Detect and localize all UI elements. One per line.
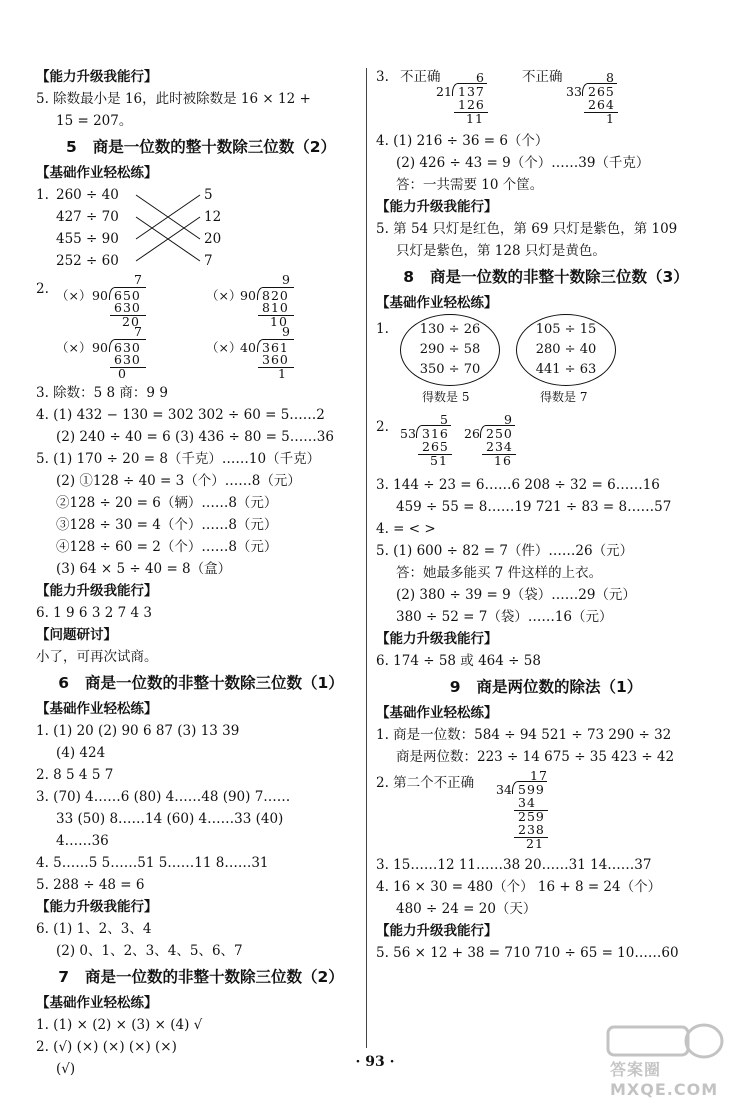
answer-line: 5. 288 ÷ 48 = 6 [36, 877, 145, 893]
question-number: 1. [376, 321, 389, 337]
match-right-list [204, 184, 221, 272]
answer-line: 4. (1) 216 ÷ 36 = 6（个） [376, 133, 549, 149]
quotient: 6 [476, 70, 484, 85]
check-mark: （×） [56, 288, 92, 303]
answer-line: 只灯是紫色，第 128 只灯是黄色。 [396, 243, 606, 259]
quotient: 9 [504, 412, 512, 427]
quotient: 17 [530, 768, 548, 783]
answer-line: 3. (70) 4……6 (80) 4……48 (90) 7…… [36, 789, 291, 805]
divisor: 26 [464, 426, 480, 441]
matching-exercise [36, 184, 366, 272]
answer-line: 2. 第二个不正确 [376, 775, 475, 791]
oval-item: 130 ÷ 26 [419, 322, 481, 337]
answer-line: (2) 380 ÷ 39 = 9（袋）……29（元） [396, 587, 636, 603]
answer-line: 答：一共需要 10 个筐。 [396, 177, 544, 193]
divisor: 21 [436, 84, 452, 99]
divisor: 34 [496, 782, 512, 797]
answer-line: 1. (1) × (2) × (3) × (4) √ [36, 1017, 203, 1033]
quotient: 5 [440, 412, 448, 427]
oval-group-7 [516, 314, 616, 386]
match-left-list [56, 184, 136, 272]
answer-line: 3. 15……12 11……38 20……31 14……37 [376, 857, 652, 873]
section-tag: 【基础作业轻松练】 [36, 165, 158, 181]
answer-line: (4) 424 [56, 745, 106, 761]
question-number: 1. [36, 187, 49, 203]
section-tag: 【能力升级我能行】 [36, 69, 158, 85]
section-tag: 【基础作业轻松练】 [376, 705, 498, 721]
remainder: 20 [122, 314, 140, 329]
section-tag: 【能力升级我能行】 [376, 631, 498, 647]
question-number: 2. [36, 281, 49, 297]
subtrahend: 630 [114, 352, 141, 367]
long-division-group [376, 66, 716, 130]
long-division-group [36, 272, 366, 382]
divisor: 53 [400, 426, 416, 441]
subtrahend: 265 [422, 439, 449, 454]
section-heading [36, 668, 366, 698]
answer-line: 5. (1) 170 ÷ 20 = 8（千克）……10（千克） [36, 451, 321, 467]
match-left-item: 427 ÷ 70 [56, 209, 119, 225]
page-number: · 93 · [355, 1054, 395, 1070]
section-tag: 【能力升级我能行】 [36, 583, 158, 599]
section-tag: 【能力升级我能行】 [376, 923, 498, 939]
answer-line: 4. 5……5 5……51 5……11 8……31 [36, 855, 269, 871]
watermark-logo [602, 1019, 732, 1099]
remainder: 10 [270, 314, 288, 329]
verdict-text: 不正确 [522, 69, 563, 85]
section-number: 5 [65, 138, 77, 156]
remainder: 1 [606, 111, 614, 126]
section-heading [376, 262, 716, 292]
match-left-item: 260 ÷ 40 [56, 187, 119, 203]
section-tag: 【能力升级我能行】 [376, 199, 498, 215]
partial-product: 238 [518, 822, 545, 837]
subtrahend: 126 [458, 97, 485, 112]
watermark-text: 答案圈 MXQE.COM [610, 1060, 719, 1099]
answer-line: 1. (1) 20 (2) 90 6 87 (3) 13 39 [36, 723, 240, 739]
answer-line: 33 (50) 8……14 (60) 4……33 (40) [56, 811, 284, 827]
oval-item: 290 ÷ 58 [419, 342, 481, 357]
answer-line: (√) [56, 1061, 76, 1077]
answer-line: 380 ÷ 52 = 7（袋）……16（元） [396, 609, 613, 625]
section-title: 商是两位数的除法（1） [476, 678, 643, 696]
partial-dividend: 259 [518, 809, 545, 824]
subtrahend: 630 [114, 300, 141, 315]
answer-line: 商是两位数：223 ÷ 14 675 ÷ 35 423 ÷ 42 [396, 749, 675, 765]
answer-line: 4. (1) 432 − 130 = 302 302 ÷ 60 = 5……2 [36, 407, 325, 423]
dividend: 599 [518, 782, 545, 797]
remainder: 16 [494, 453, 512, 468]
match-right-item: 7 [204, 253, 213, 269]
section-number: 9 [449, 678, 461, 696]
oval-item: 441 ÷ 63 [535, 362, 597, 377]
left-column [36, 66, 366, 1080]
answer-line: 15 = 207。 [56, 113, 133, 129]
dividend: 820 [262, 288, 289, 303]
answer-line: 2. (√) (×) (×) (×) (×) [36, 1039, 177, 1055]
divisor: 40 [240, 340, 256, 355]
section-title: 商是一位数的非整十数除三位数（1） [85, 674, 344, 692]
oval-caption: 得数是 5 [422, 390, 470, 404]
oval-item: 280 ÷ 40 [535, 342, 597, 357]
answer-line: 3. 除数：5 8 商：9 9 [36, 385, 168, 401]
answer-line: (2) ①128 ÷ 40 = 3（个）……8（元） [56, 473, 301, 489]
answer-line: (2) 0、1、2、3、4、5、6、7 [56, 943, 243, 959]
partial-product: 34 [518, 795, 536, 810]
subtrahend: 264 [588, 97, 615, 112]
subtrahend: 810 [262, 300, 289, 315]
section-title: 商是一位数的整十数除三位数（2） [92, 138, 337, 156]
check-mark: （×） [206, 288, 242, 303]
oval-item: 105 ÷ 15 [535, 322, 597, 337]
divisor: 33 [566, 84, 582, 99]
divisor: 90 [240, 288, 256, 303]
answer-line: ④128 ÷ 60 = 2（个）……8（元） [56, 539, 278, 555]
section-tag: 【能力升级我能行】 [36, 899, 158, 915]
match-right-item: 12 [204, 209, 222, 225]
answer-line: (2) 240 ÷ 40 = 6 (3) 436 ÷ 80 = 5……36 [56, 429, 334, 445]
oval-item: 350 ÷ 70 [419, 362, 481, 377]
quotient: 9 [282, 324, 290, 339]
divisor: 90 [92, 340, 108, 355]
section-heading [376, 672, 716, 702]
answer-line: 459 ÷ 55 = 8……19 721 ÷ 83 = 8……57 [396, 499, 672, 515]
section-heading [36, 962, 366, 992]
remainder: 21 [526, 836, 544, 851]
column-divider [366, 68, 367, 1048]
remainder: 51 [430, 453, 448, 468]
answer-line: 小了，可再次试商。 [36, 649, 158, 665]
divisor: 90 [92, 288, 108, 303]
section-title: 商是一位数的非整十数除三位数（3） [430, 268, 689, 286]
right-column [376, 66, 716, 964]
answer-line: 2. 8 5 4 5 7 [36, 767, 114, 783]
subtrahend: 360 [262, 352, 289, 367]
quotient: 9 [282, 272, 290, 287]
oval-group-5 [400, 314, 500, 386]
answer-line: 5. (1) 600 ÷ 82 = 7（件）……26（元） [376, 543, 634, 559]
section-tag: 【基础作业轻松练】 [36, 701, 158, 717]
answer-line: 1. 商是一位数：584 ÷ 94 521 ÷ 73 290 ÷ 32 [376, 727, 672, 743]
subtrahend: 234 [486, 439, 513, 454]
answer-line: 6. 1 9 6 3 2 7 4 3 [36, 605, 152, 621]
remainder: 1 [278, 366, 286, 381]
dividend: 650 [114, 288, 141, 303]
oval-caption: 得数是 7 [540, 390, 588, 404]
dividend: 316 [422, 426, 449, 441]
answer-line: 5. 第 54 只灯是红色，第 69 只灯是紫色，第 109 [376, 221, 678, 237]
matching-lines [134, 184, 202, 272]
answer-line: 3. 144 ÷ 23 = 6……6 208 ÷ 32 = 6……16 [376, 477, 660, 493]
check-mark: （×） [56, 340, 92, 355]
answer-line: 4……36 [56, 833, 109, 849]
answer-line: (2) 426 ÷ 43 = 9（个）……39（千克） [396, 155, 650, 171]
long-division-group [376, 412, 716, 474]
long-division-group [376, 768, 716, 854]
dividend: 137 [458, 84, 485, 99]
remainder: 0 [118, 366, 126, 381]
answer-line: 5. 56 × 12 + 38 = 710 710 ÷ 65 = 10……60 [376, 945, 679, 961]
match-left-item: 252 ÷ 60 [56, 253, 119, 269]
question-number: 2. [376, 419, 389, 435]
quotient: 7 [134, 324, 142, 339]
match-left-item: 455 ÷ 90 [56, 231, 119, 247]
dividend: 265 [588, 84, 615, 99]
answer-line: 6. 174 ÷ 58 或 464 ÷ 58 [376, 653, 541, 669]
section-title: 商是一位数的非整十数除三位数（2） [85, 968, 344, 986]
section-number: 6 [58, 674, 69, 692]
dividend: 630 [114, 340, 141, 355]
question-number: 3. [376, 69, 389, 85]
quotient: 8 [606, 70, 614, 85]
section-heading [36, 132, 366, 162]
check-mark: （×） [206, 340, 242, 355]
answer-line: ③128 ÷ 30 = 4（个）……8（元） [56, 517, 278, 533]
match-right-item: 20 [204, 231, 222, 247]
section-tag: 【问题研讨】 [36, 627, 117, 643]
quotient: 7 [134, 272, 142, 287]
answer-line: 5. 除数最小是 16，此时被除数是 16 × 12 + [36, 91, 311, 107]
answer-line: 4. = < > [376, 521, 436, 537]
answer-line: 480 ÷ 24 = 20（天） [396, 901, 537, 917]
section-number: 8 [403, 268, 414, 286]
answer-line: 答：她最多能买 7 件这样的上衣。 [396, 565, 603, 581]
answer-line: 6. (1) 1、2、3、4 [36, 921, 152, 937]
dividend: 361 [262, 340, 289, 355]
section-number: 7 [58, 968, 69, 986]
answer-line: (3) 64 × 5 ÷ 40 = 8（盒） [56, 561, 232, 577]
answer-line: 4. 16 × 30 = 480（个） 16 + 8 = 24（个） [376, 879, 662, 895]
match-right-item: 5 [204, 187, 213, 203]
section-tag: 【基础作业轻松练】 [376, 295, 498, 311]
verdict-text: 不正确 [400, 69, 441, 85]
oval-grouping [376, 314, 716, 412]
answer-line: ②128 ÷ 20 = 6（辆）……8（元） [56, 495, 278, 511]
section-tag: 【基础作业轻松练】 [36, 995, 158, 1011]
remainder: 11 [466, 111, 484, 126]
dividend: 250 [486, 426, 513, 441]
